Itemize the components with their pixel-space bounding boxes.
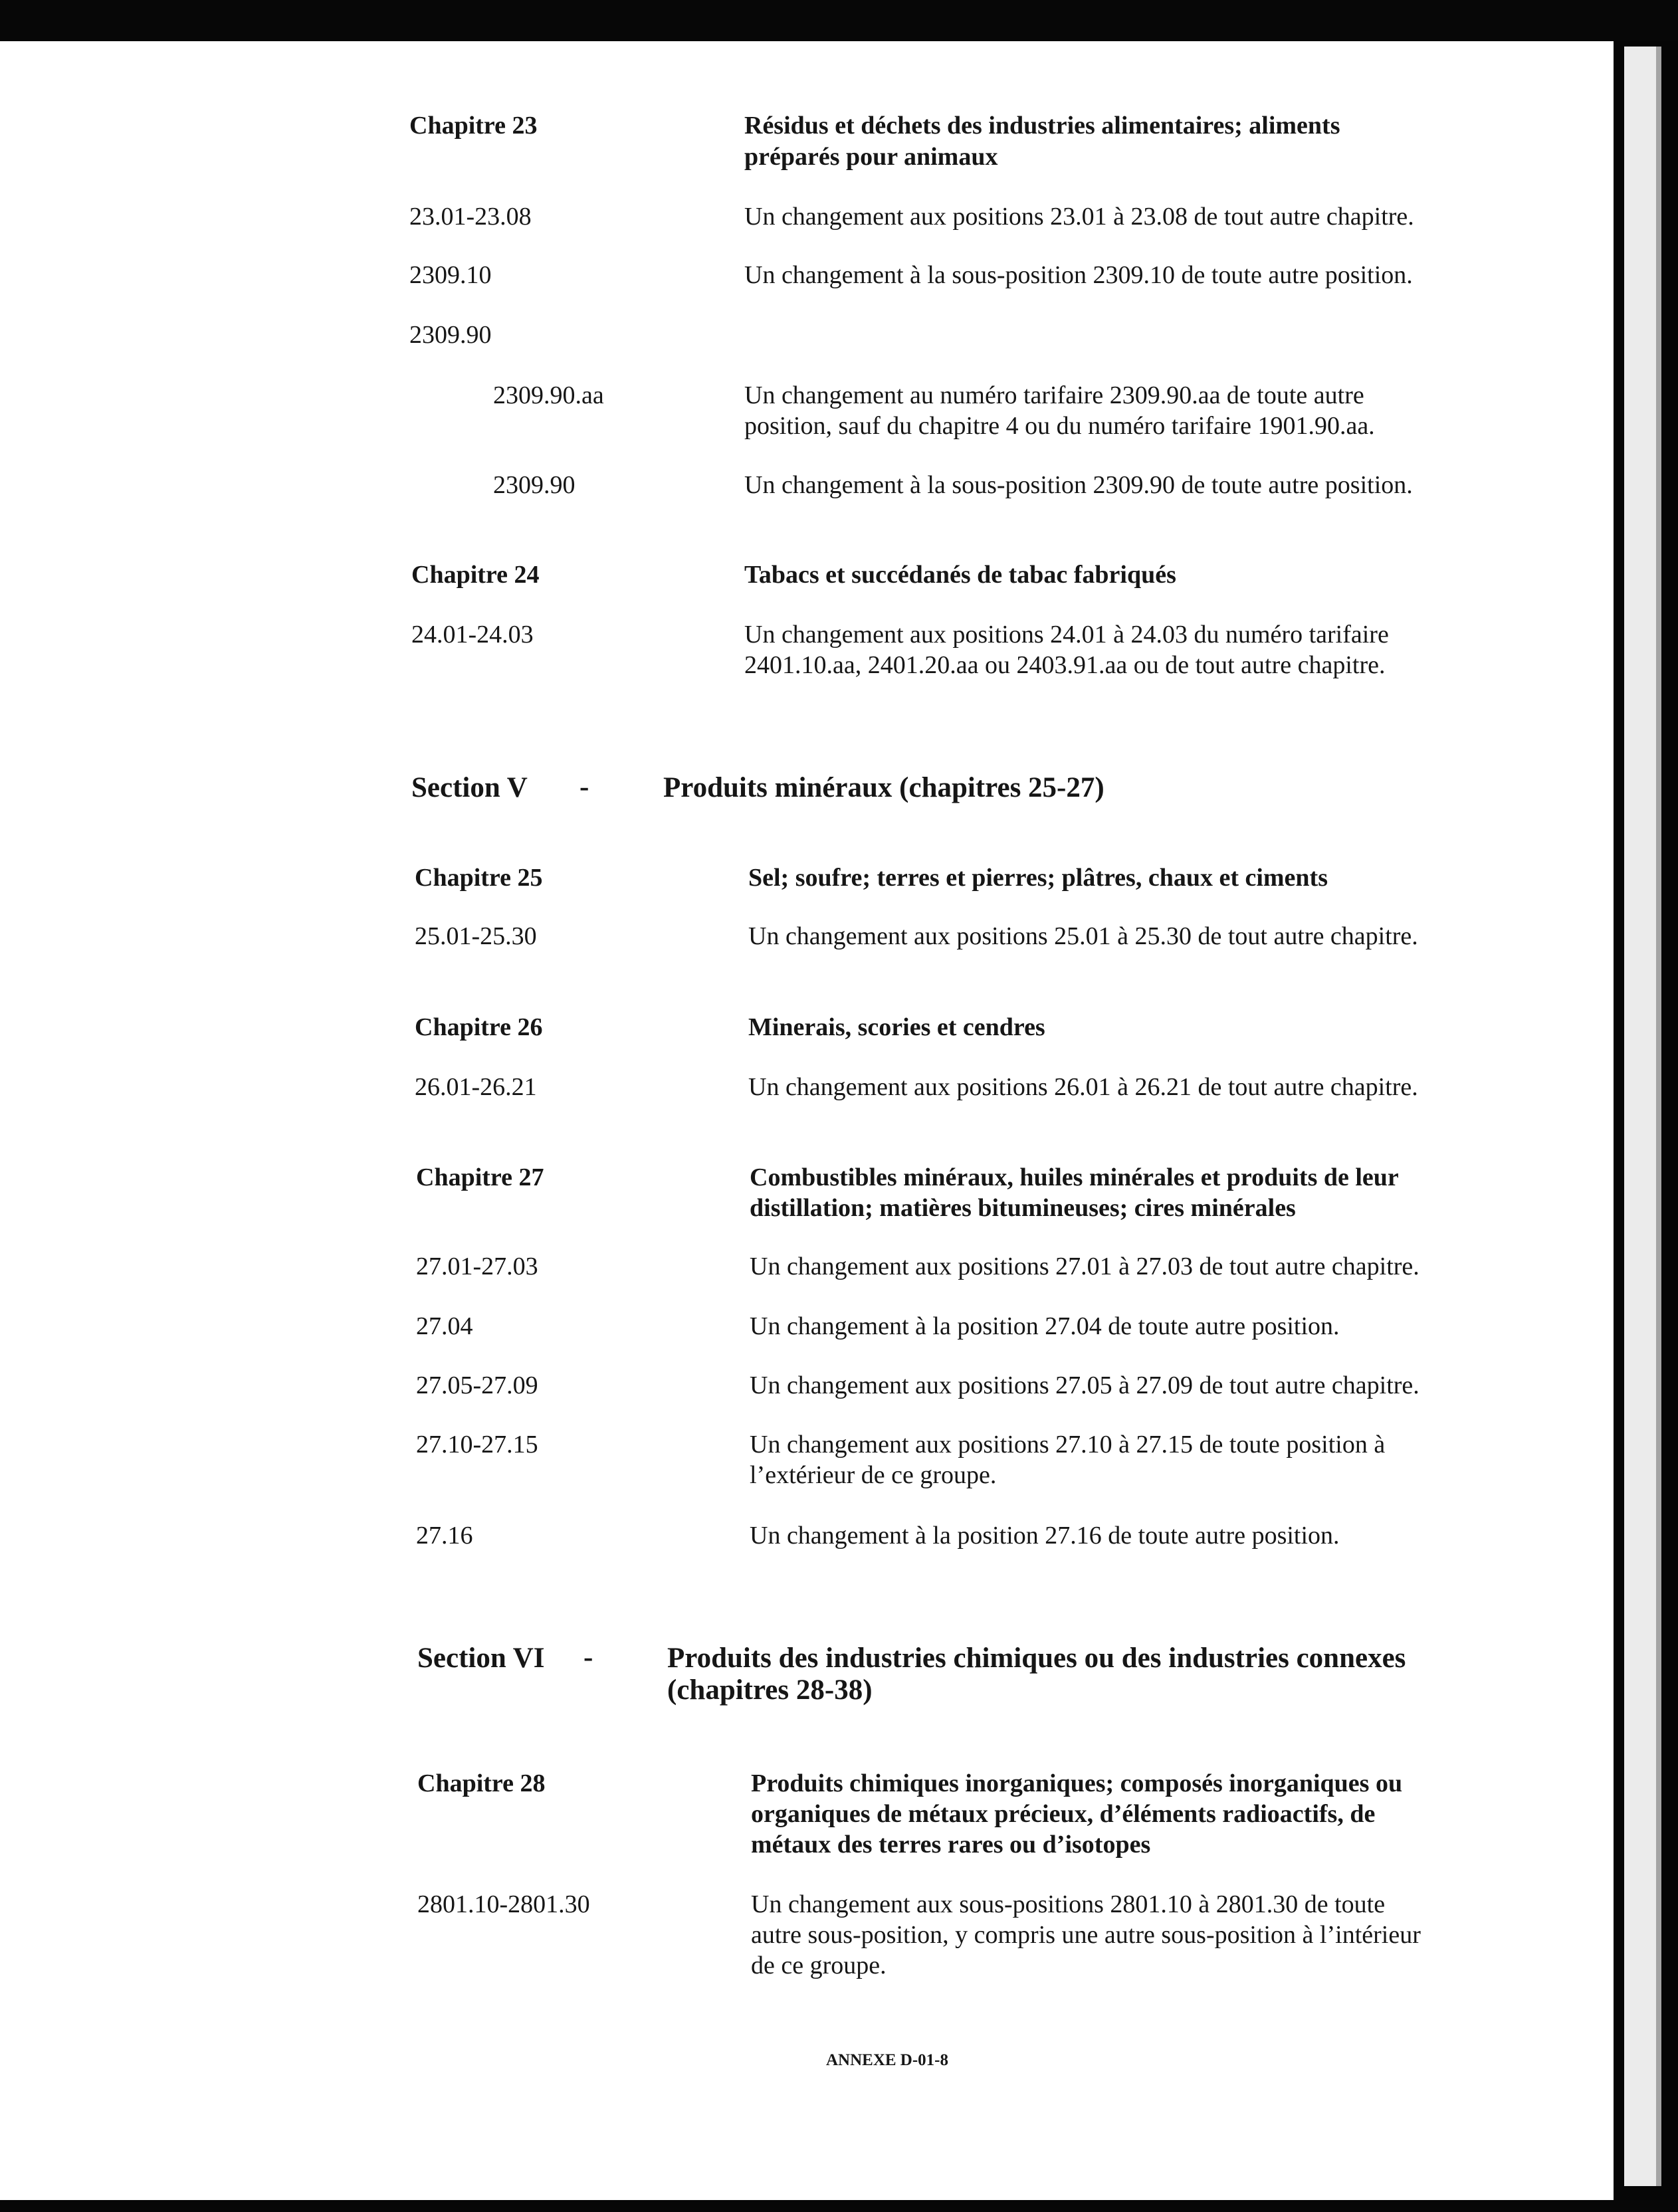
chapter-title-line: Résidus et déchets des industries alimentaires; aliments	[744, 112, 1340, 140]
chapter-code: Chapitre 24	[411, 561, 540, 589]
rule-text-line: position, sauf du chapitre 4 ou du numéro tarifaire 1901.90.aa.	[744, 412, 1375, 440]
chapter-title-line: Produits chimiques inorganiques; composés inorganiques ou	[751, 1769, 1403, 1797]
rule-text-line: l’extérieur de ce groupe.	[750, 1461, 997, 1489]
tariff-code: 23.01-23.08	[409, 203, 532, 231]
tariff-code: 2309.90	[493, 471, 576, 499]
tariff-code: 27.05-27.09	[416, 1371, 538, 1399]
tariff-code: 2309.90	[409, 321, 492, 349]
chapter-title-line: distillation; matières bitumineuses; cires minérales	[750, 1194, 1296, 1222]
tariff-code: 2801.10-2801.30	[417, 1890, 590, 1918]
rule-text-line: Un changement au numéro tarifaire 2309.90.aa de toute autre	[744, 381, 1364, 409]
rule-text-line: Un changement aux positions 27.10 à 27.15 de toute position à	[750, 1431, 1386, 1458]
chapter-code: Chapitre 23	[409, 112, 538, 140]
tariff-code: 27.16	[416, 1522, 473, 1550]
rule-text-line: Un changement aux positions 26.01 à 26.21 de tout autre chapitre.	[748, 1073, 1418, 1101]
chapter-title-line: Sel; soufre; terres et pierres; plâtres, chaux et ciments	[748, 864, 1328, 892]
chapter-title-line: Combustibles minéraux, huiles minérales et produits de leur	[750, 1163, 1399, 1191]
rule-text-line: Un changement aux sous-positions 2801.10 à 2801.30 de toute	[751, 1890, 1386, 1918]
rule-text-line: Un changement aux positions 23.01 à 23.08 de tout autre chapitre.	[744, 203, 1414, 231]
scan-border-bottom	[0, 2200, 1678, 2212]
section-title-line: Produits minéraux (chapitres 25-27)	[663, 772, 1104, 803]
rule-text-line: de ce groupe.	[751, 1952, 887, 1979]
tariff-code: 27.01-27.03	[416, 1253, 538, 1280]
rule-text-line: Un changement aux positions 27.01 à 27.03 de tout autre chapitre.	[750, 1253, 1419, 1280]
rule-text-line: autre sous-position, y compris une autre sous-position à l’intérieur	[751, 1921, 1421, 1949]
chapter-title-line: Tabacs et succédanés de tabac fabriqués	[744, 561, 1176, 589]
chapter-code: Chapitre 28	[417, 1769, 546, 1797]
tariff-code: 26.01-26.21	[415, 1073, 537, 1101]
chapter-code: Chapitre 27	[416, 1163, 544, 1191]
rule-text-line: Un changement à la sous-position 2309.90 de toute autre position.	[744, 471, 1413, 499]
scan-page-edge-shadow	[1656, 47, 1661, 2186]
rule-text-line: Un changement aux positions 27.05 à 27.09 de tout autre chapitre.	[750, 1371, 1419, 1399]
tariff-code: 24.01-24.03	[411, 621, 534, 649]
chapter-title-line: métaux des terres rares ou d’isotopes	[751, 1831, 1151, 1859]
scan-border-top	[0, 0, 1678, 41]
rule-text-line: Un changement aux positions 24.01 à 24.03 du numéro tarifaire	[744, 621, 1389, 649]
tariff-code: 2309.90.aa	[493, 381, 604, 409]
section-dash: -	[583, 1642, 593, 1673]
rule-text-line: Un changement à la sous-position 2309.10 de toute autre position.	[744, 261, 1413, 289]
chapter-title-line: organiques de métaux précieux, d’éléments radioactifs, de	[751, 1800, 1376, 1828]
page-footer: ANNEXE D-01-8	[825, 2051, 949, 2069]
section-title-line: (chapitres 28-38)	[667, 1674, 873, 1706]
tariff-code: 25.01-25.30	[415, 922, 537, 950]
chapter-code: Chapitre 25	[415, 864, 543, 892]
tariff-code: 27.04	[416, 1312, 473, 1340]
rule-text-line: Un changement à la position 27.04 de toute autre position.	[750, 1312, 1340, 1340]
section-title-line: Produits des industries chimiques ou des industries connexes	[667, 1643, 1406, 1674]
scan-page-edge	[1624, 47, 1660, 2186]
chapter-title-line: Minerais, scories et cendres	[748, 1013, 1045, 1041]
tariff-code: 2309.10	[409, 261, 492, 289]
rule-text-line: Un changement aux positions 25.01 à 25.30 de tout autre chapitre.	[748, 922, 1418, 950]
rule-text-line: 2401.10.aa, 2401.20.aa ou 2403.91.aa ou de tout autre chapitre.	[744, 651, 1386, 679]
section-dash: -	[579, 771, 589, 803]
tariff-code: 27.10-27.15	[416, 1431, 538, 1458]
chapter-code: Chapitre 26	[415, 1013, 543, 1041]
section-label: Section VI	[417, 1643, 545, 1674]
rule-text-line: Un changement à la position 27.16 de toute autre position.	[750, 1522, 1340, 1550]
chapter-title-line: préparés pour animaux	[744, 143, 998, 171]
section-label: Section V	[411, 772, 528, 803]
